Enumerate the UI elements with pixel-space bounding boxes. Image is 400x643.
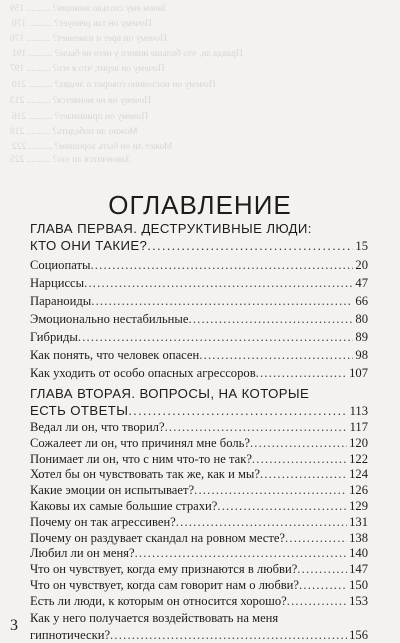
toc-entry[interactable] — [30, 498, 368, 514]
entry-page: 120 — [349, 435, 368, 450]
bleed-line: Почему он принимает? .......... 216 — [12, 112, 149, 122]
toc-entry[interactable] — [30, 419, 368, 435]
dot-leader — [252, 451, 347, 467]
bleed-line: Может ли он быть хорошим? .......... 222 — [12, 142, 173, 152]
entry-page: 98 — [355, 348, 368, 362]
bleed-line: Правда ли, что больше никого у него не было? .......... 191 — [12, 49, 243, 59]
entry-title: Что он чувствует, когда ему признаются в любви? — [30, 562, 298, 577]
dot-leader — [135, 545, 348, 561]
toc-entry[interactable] — [30, 482, 368, 498]
toc-entry[interactable] — [30, 435, 368, 451]
bleed-line: Почему он так ревнует? .......... 170 — [12, 19, 152, 29]
toc-entry[interactable] — [30, 451, 368, 467]
entry-title-line-2 — [30, 627, 368, 643]
entry-page: 126 — [349, 483, 368, 498]
dot-leader — [84, 275, 353, 291]
entry-title-line-1: Как у него получается воздействовать на меня — [30, 610, 279, 625]
toc-entry[interactable] — [30, 530, 368, 546]
toc-entry[interactable] — [30, 593, 368, 609]
dot-leader — [194, 482, 347, 498]
bleed-line: Почему он верит, что я его? .......... 197 — [10, 64, 165, 74]
dot-leader — [128, 403, 347, 419]
entry-title: Что он чувствует, когда сам говорит нам о любви? — [30, 578, 300, 592]
entry-title: Параноиды — [30, 294, 92, 308]
bleed-line: Почему он не меняется? .......... 213 — [10, 96, 152, 106]
dot-leader — [91, 293, 353, 309]
entry-title: Гибриды — [30, 330, 78, 344]
page-title: ОГЛАВЛЕНИЕ — [108, 190, 292, 221]
toc-entry[interactable] — [30, 257, 368, 273]
bleed-line: Закончится ли это? .......... 225 — [10, 155, 131, 165]
dot-leader — [299, 577, 347, 593]
entry-title: Сожалеет ли он, что причинял мне боль? — [30, 435, 250, 450]
toc-entry[interactable] — [30, 275, 368, 291]
dot-leader — [199, 347, 353, 363]
toc-entry[interactable] — [30, 311, 368, 327]
entry-page: 131 — [349, 514, 368, 529]
entry-page: 156 — [349, 627, 368, 642]
entry-title: Социопаты — [30, 258, 91, 272]
toc-entry[interactable] — [30, 514, 368, 530]
chapter-2-heading: ГЛАВА ВТОРАЯ. ВОПРОСЫ, НА КОТОРЫЕ — [30, 386, 310, 401]
dot-leader — [90, 257, 353, 273]
chapter-1-heading: ГЛАВА ПЕРВАЯ. ДЕСТРУКТИВНЫЕ ЛЮДИ: — [30, 221, 312, 236]
entry-title: гипнотически? — [30, 627, 111, 642]
bleed-line: Почему он постоянно говорит о людях? .......... 210 — [12, 80, 216, 90]
toc-entry[interactable] — [30, 347, 368, 363]
bleed-line: Почему он врет и изменяет? .......... 176 — [10, 34, 167, 44]
dot-leader — [256, 365, 347, 381]
entry-page: 129 — [349, 499, 368, 513]
entry-title: Какие эмоции он испытывает? — [30, 483, 195, 498]
entry-title: Эмоционально нестабильные — [30, 312, 189, 326]
entry-page: 15 — [355, 239, 368, 253]
dot-leader — [217, 498, 347, 514]
entry-page: 47 — [355, 276, 368, 290]
dot-leader — [287, 593, 347, 609]
toc-entry[interactable] — [30, 365, 368, 381]
entry-page: 140 — [349, 546, 368, 561]
entry-title: Понимает ли он, что с ним что-то не так? — [30, 451, 252, 466]
toc-entry[interactable] — [30, 466, 368, 482]
entry-page: 107 — [349, 366, 368, 380]
entry-page: 124 — [349, 467, 368, 482]
dot-leader — [250, 435, 347, 451]
dot-leader — [78, 329, 354, 345]
dot-leader — [176, 514, 347, 530]
entry-title: Любил ли он меня? — [30, 546, 135, 561]
entry-page: 66 — [355, 294, 368, 308]
toc-entry[interactable] — [30, 577, 368, 593]
entry-page: 147 — [349, 562, 368, 577]
dot-leader — [297, 561, 347, 577]
entry-title: ЕСТЬ ОТВЕТЫ — [30, 403, 129, 418]
dot-leader — [110, 627, 347, 643]
entry-page: 122 — [349, 451, 368, 466]
dot-leader — [260, 466, 347, 482]
entry-page: 138 — [349, 530, 368, 545]
toc-entry[interactable] — [30, 561, 368, 577]
entry-title: Хотел бы он чувствовать так же, как и мы? — [30, 467, 260, 482]
toc-entry[interactable] — [30, 293, 368, 309]
entry-title: Как понять, что человек опасен — [30, 348, 200, 362]
entry-title: Каковы их самые большие страхи? — [30, 499, 218, 513]
entry-page: 113 — [349, 404, 368, 418]
toc-entry-chapter-1[interactable] — [30, 238, 368, 254]
dot-leader — [147, 238, 353, 254]
entry-page: 89 — [355, 330, 368, 344]
entry-page: 117 — [349, 420, 368, 434]
entry-title: Почему он раздувает скандал на ровном месте? — [30, 530, 286, 545]
bleed-line: Зачем ему столько женщин? .......... 159 — [10, 4, 167, 14]
entry-page: 80 — [355, 312, 368, 326]
toc-entry[interactable] — [30, 545, 368, 561]
entry-title: КТО ОНИ ТАКИЕ? — [30, 238, 148, 253]
dot-leader — [165, 419, 348, 435]
entry-page: 20 — [355, 258, 368, 272]
toc-entry[interactable] — [30, 329, 368, 345]
dot-leader — [285, 530, 347, 546]
entry-page: 150 — [349, 578, 368, 592]
entry-title: Как уходить от особо опасных агрессоров — [30, 366, 256, 380]
entry-title: Почему он так агрессивен? — [30, 514, 176, 529]
bleed-line: Можно ли победить? .......... 218 — [10, 127, 138, 137]
toc-entry-chapter-2[interactable] — [30, 403, 368, 419]
entry-title: Ведал ли он, что творил? — [30, 420, 165, 434]
dot-leader — [188, 311, 353, 327]
page-number: 3 — [10, 617, 18, 634]
entry-page: 153 — [349, 593, 368, 608]
entry-title: Есть ли люди, к которым он относится хорошо? — [30, 593, 287, 608]
bleed-through-text — [0, 0, 400, 168]
entry-title: Нарциссы — [30, 276, 85, 290]
